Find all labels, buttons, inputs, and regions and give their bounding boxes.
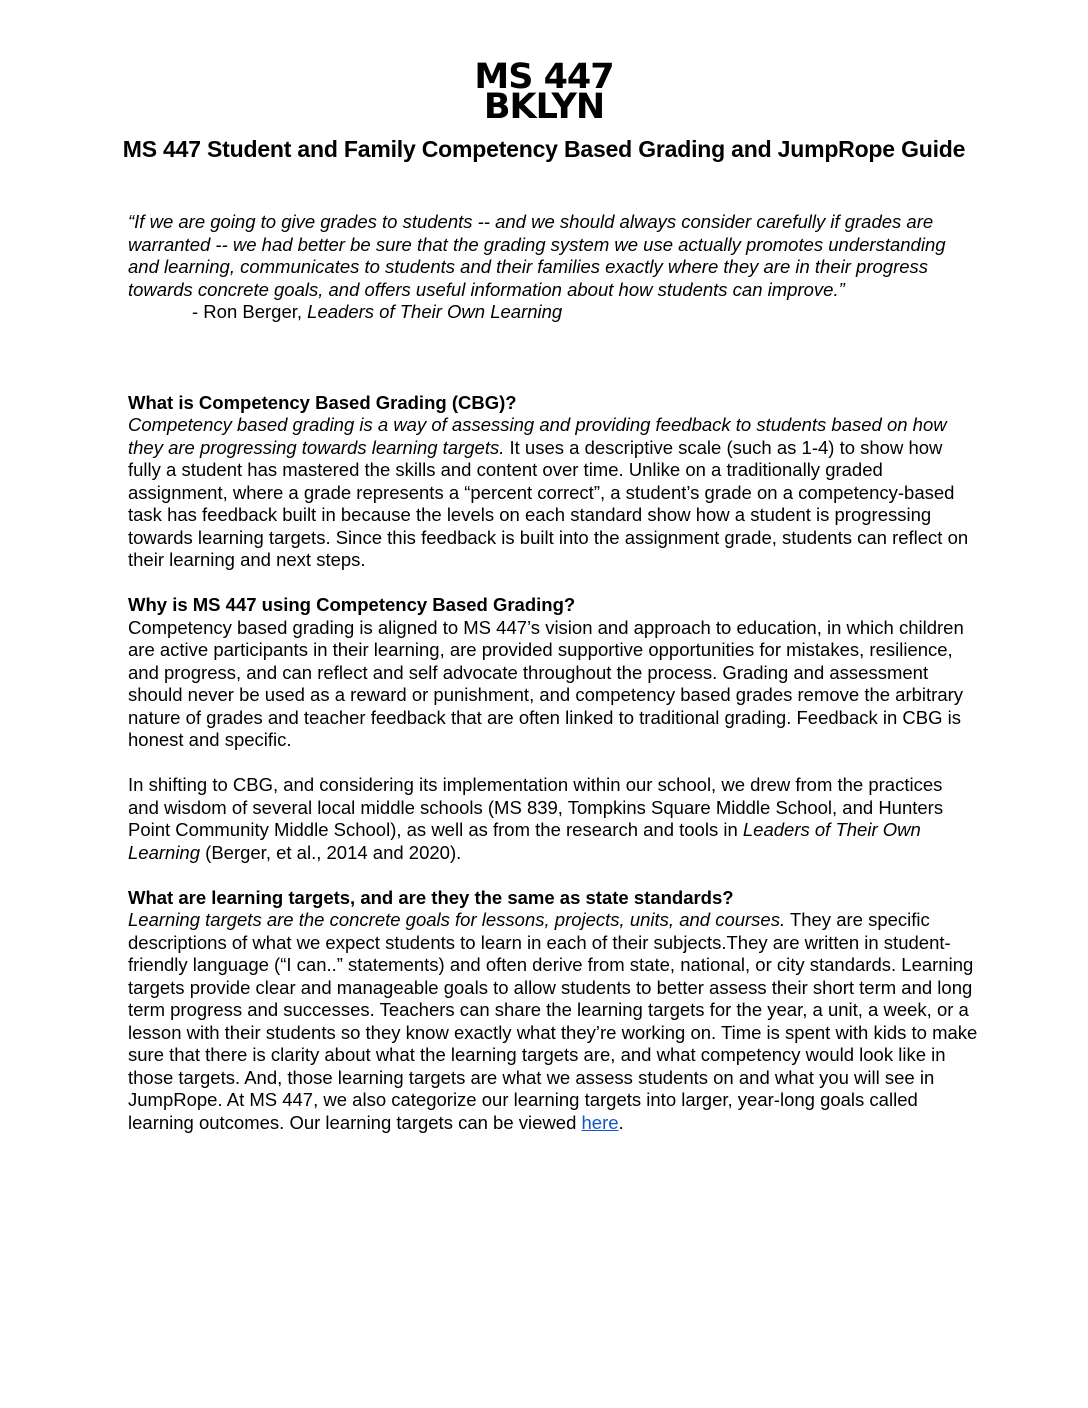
cbg-body: It uses a descriptive scale (such as 1-4) to show how fully a student has mastered the skills and content over time. Unlike on a traditionally graded assignment, where a grade represents a “percent correct”, a student’s grade on a competency-based task has feedback built in because the levels on each standard show how a student is progressing towards learning targets. Since this feedback is built into the assignment grade, students can reflect on their learning and next steps. [128,436,969,570]
learning-targets-link[interactable]: here [581,1111,619,1133]
school-logo [0,57,1088,127]
shifting-start: In shifting to CBG, and considering its implementation within our school, we drew from the practices and wisdom of several local middle schools (MS 839, Tompkins Square Middle School, and Hunters Point Community Middle School), as well as from the research and tools in [128,774,944,840]
targets-heading: What are learning targets, and are they the same as state standards? [128,886,734,908]
epigraph-quote: “If we are going to give grades to students -- and we should always consider carefully if grades are warranted -- we had better be sure that the grading system we use actually promotes understanding and learning, communicates to students and their families exactly where they are in their progress towards concrete goals, and offers useful information about how students can improve.” [128,211,946,300]
targets-body: They are specific descriptions of what we expect students to learn in each of their subjects.They are written in student-friendly language (“I can..” statements) and often derive from state, national, or city standards. Learning targets provide clear and manageable goals to allow students to better assess their short term and long term progress and successes. Teachers can share the learning targets for the year, a unit, a week, or a lesson with their students so they know exactly what they’re working on. Time is spent with kids to make sure that there is clarity about what the learning targets are, and what competency would look like in those targets. And, those learning targets are what we assess students on and what you will see in JumpRope. At MS 447, we also categorize our learning targets into larger, year-long goals called learning outcomes. Our learning targets can be viewed [128,909,978,1133]
shifting-paragraph [128,774,978,864]
why-heading: Why is MS 447 using Competency Based Grading? [128,594,576,615]
document-body [128,211,978,1134]
shifting-end: (Berger, et al., 2014 and 2020). [200,841,462,863]
why-paragraph: Competency based grading is aligned to MS 447’s vision and approach to education, in which children are active participants in their learning, are provided supportive opportunities for mistakes, resilience, and progress, and can reflect and self advocate throughout the process. Grading and assessment should never be used as a reward or punishment, and competency based grades remove the arbitrary nature of grades and teacher feedback that are often linked to traditional grading. Feedback in CBG is honest and specific. [128,616,964,750]
quote-author: - Ron Berger, [192,301,308,322]
cbg-heading: What is Competency Based Grading (CBG)? [128,391,517,413]
targets-paragraph [128,909,978,1134]
page-title: MS 447 Student and Family Competency Based Grading and JumpRope Guide [122,136,966,162]
logo-line-1: MS 447 [474,57,614,97]
shifting-book-title: Leaders of Their Own Learning [128,819,921,863]
targets-end: . [618,1111,624,1133]
cbg-paragraph [128,414,978,572]
targets-lead: Learning targets are the concrete goals for lessons, projects, units, and courses. [128,909,786,930]
quote-source: Leaders of Their Own Learning [307,301,563,322]
quote-attribution [192,301,978,324]
cbg-lead: Competency based grading is a way of assessing and providing feedback to students based on how they are progressing towards learning targets. [128,414,947,458]
logo-line-2: BKLYN [483,87,605,127]
